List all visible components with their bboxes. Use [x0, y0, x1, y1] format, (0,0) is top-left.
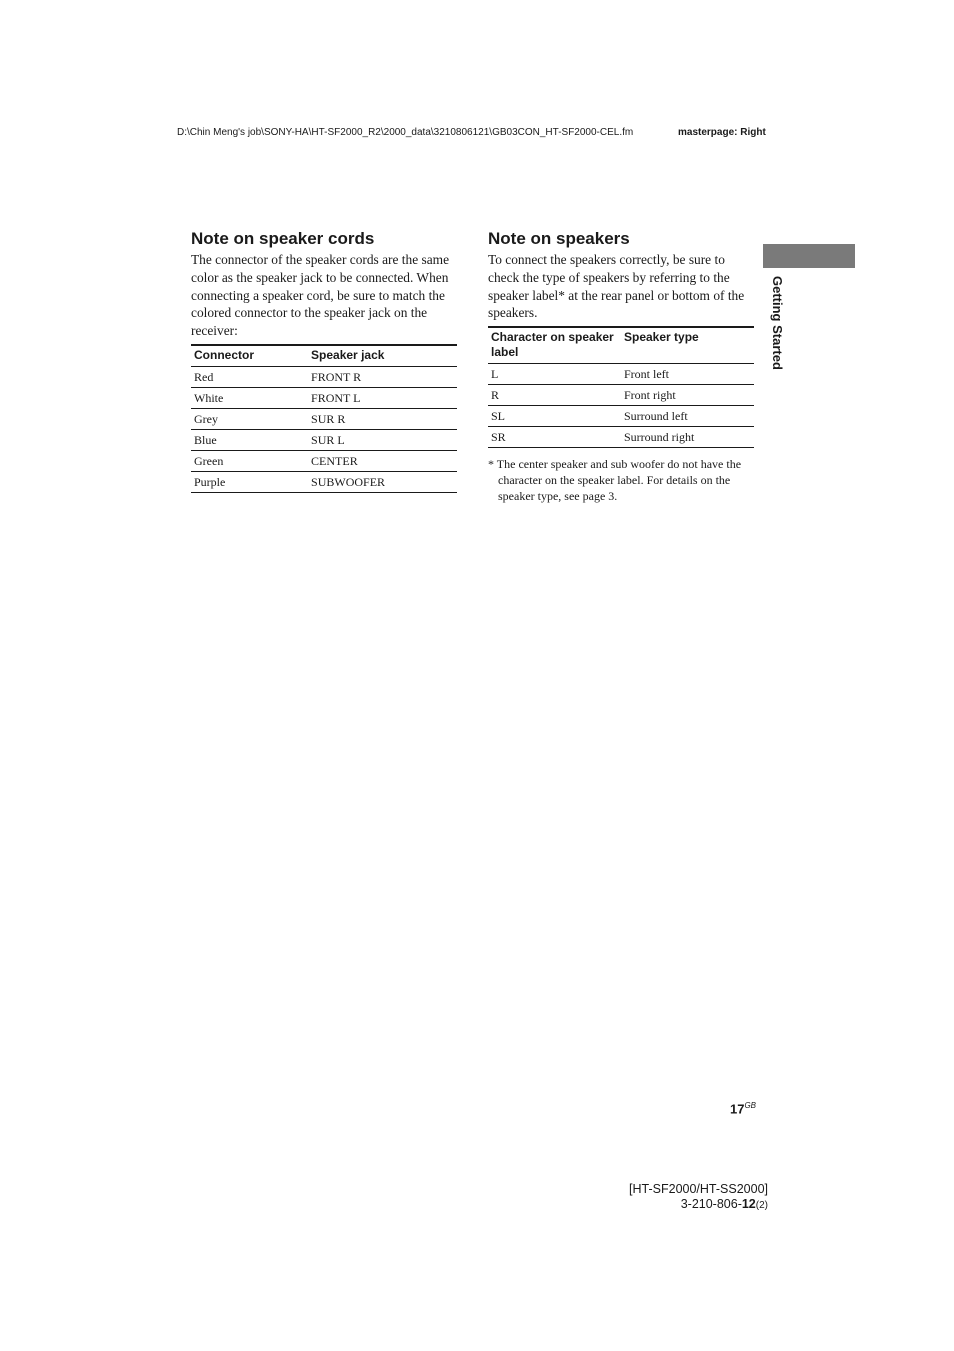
table-cell: CENTER	[308, 450, 457, 471]
table-cell: White	[191, 387, 308, 408]
table-row	[191, 408, 457, 429]
table-cell: SL	[488, 406, 621, 427]
table-cell: FRONT L	[308, 387, 457, 408]
footer-model: [HT-SF2000/HT-SS2000]	[629, 1182, 768, 1196]
table-header-row	[488, 327, 754, 364]
footer-code-bold: 12	[741, 1197, 756, 1211]
section-body: The connector of the speaker cords are the same color as the speaker jack to be connected. When connecting a speaker cord, be sure to match the colored connector to the speaker jack on the receiver:	[191, 252, 450, 339]
section-title: Note on speakers	[488, 229, 630, 248]
table-cell: Surround left	[621, 406, 754, 427]
table-cell: SUR R	[308, 408, 457, 429]
table-header-speaker-jack: Speaker jack	[308, 345, 457, 367]
table-cell: Blue	[191, 429, 308, 450]
table-row	[191, 387, 457, 408]
footer-model-info	[560, 1182, 768, 1213]
table-row	[191, 429, 457, 450]
connector-table	[191, 344, 457, 493]
section-speaker-cords	[191, 229, 457, 493]
section-tab-label: Getting Started	[770, 276, 785, 370]
table-cell: Green	[191, 450, 308, 471]
footer-code-prefix: 3-210-806-	[680, 1197, 742, 1211]
table-cell: Grey	[191, 408, 308, 429]
table-cell: Front right	[621, 385, 754, 406]
table-row	[488, 427, 754, 448]
page-number	[700, 1101, 756, 1116]
table-header-speaker-type: Speaker type	[621, 327, 754, 364]
table-row	[191, 471, 457, 492]
header-masterpage: masterpage: Right	[678, 127, 766, 138]
section-body: To connect the speakers correctly, be sure to check the type of speakers by referring to the speaker label* at the rear panel or bottom of the speakers.	[488, 252, 745, 321]
table-row	[488, 406, 754, 427]
table-header-character: Character on speaker label	[488, 327, 621, 364]
table-cell: SR	[488, 427, 621, 448]
section-tab-marker	[763, 244, 855, 268]
table-cell: Surround right	[621, 427, 754, 448]
section-speakers	[488, 229, 754, 504]
table-row	[488, 385, 754, 406]
table-cell: FRONT R	[308, 366, 457, 387]
section-title: Note on speaker cords	[191, 229, 375, 248]
table-row	[191, 366, 457, 387]
header-file-path: D:\Chin Meng's job\SONY-HA\HT-SF2000_R2\2000_data\3210806121\GB03CON_HT-SF2000-CEL.fm	[177, 127, 634, 138]
table-row	[488, 364, 754, 385]
table-cell: Front left	[621, 364, 754, 385]
page-number-value: 17	[729, 1101, 745, 1117]
footnote: * The center speaker and sub woofer do not have the character on the speaker label. For details on the speaker type, see page 3.	[488, 457, 742, 504]
table-cell: Purple	[191, 471, 308, 492]
table-header-connector: Connector	[191, 345, 308, 367]
speaker-type-table	[488, 326, 754, 448]
footer-code	[560, 1197, 768, 1213]
table-row	[191, 450, 457, 471]
footer-code-suffix: (2)	[755, 1200, 768, 1211]
page-number-suffix: GB	[744, 1101, 756, 1110]
table-header-row	[191, 345, 457, 367]
table-cell: L	[488, 364, 621, 385]
table-cell: SUBWOOFER	[308, 471, 457, 492]
table-cell: Red	[191, 366, 308, 387]
table-cell: R	[488, 385, 621, 406]
table-cell: SUR L	[308, 429, 457, 450]
